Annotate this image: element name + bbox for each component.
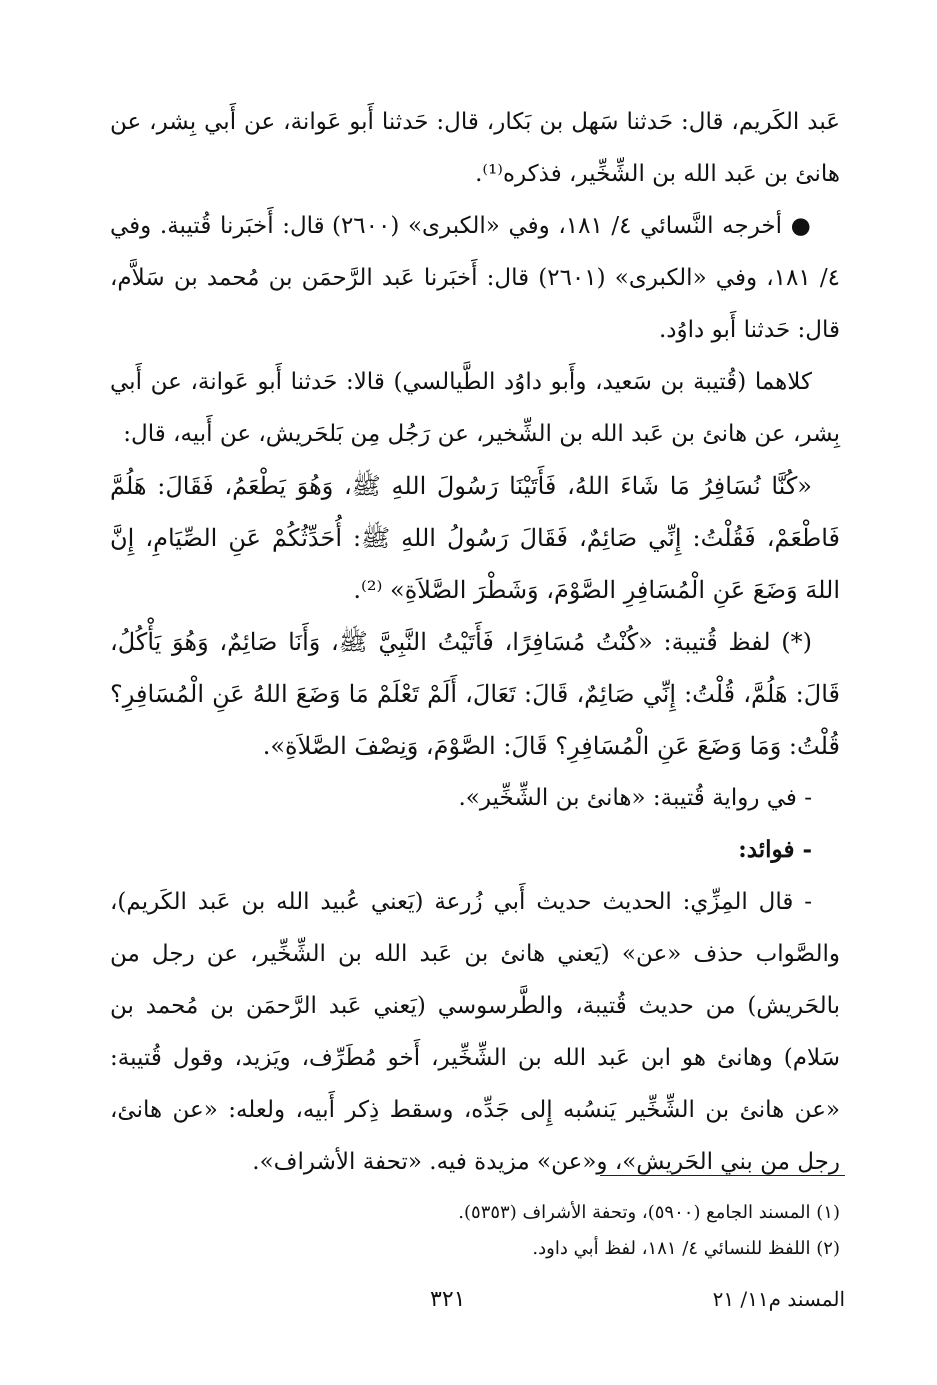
page-number: ٣٢١ <box>430 1287 466 1312</box>
paragraph-isnad-end: عَبد الكَريم، قال: حَدثنا سَهل بن بَكار، قال: حَدثنا أَبو عَوانة، عن أَبي بِشر، عن هانئ بن عَبد الله بن الشِّخِّير، فذكره⁽¹⁾. <box>110 109 840 187</box>
footnote-separator <box>600 1175 845 1176</box>
footnotes <box>110 1195 840 1267</box>
main-text <box>110 96 840 1188</box>
heading-benefits: - فوائد: <box>738 836 812 863</box>
paragraph-hadith-text: «كُنَّا نُسَافِرُ مَا شَاءَ اللهُ، فَأَتَيْنَا رَسُولَ اللهِ ﷺ، وَهُوَ يَطْعَمُ، فَقَالَ: هَلُمَّ فَاطْعَمْ، فَقُلْتُ: إِنِّي صَائِمٌ، فَقَالَ رَسُولُ اللهِ ﷺ: أُحَدِّثُكُمْ عَنِ الصِّيَامِ، إِنَّ اللهَ وَضَعَ عَنِ الْمُسَافِرِ الصَّوْمَ، وَشَطْرَ الصَّلاَةِ» ⁽²⁾. <box>110 472 840 604</box>
paragraph-takhrij: ● أخرجه النَّسائي ٤/ ١٨١، وفي «الكبرى» (٢٦٠٠) قال: أَخبَرنا قُتيبة. وفي ٤/ ١٨١، وفي «الكبرى» (٢٦٠١) قال: أَخبَرنا عَبد الرَّحمَن بن مُحمد بن سَلاَّم، قال: حَدثنا أَبو داوُد. <box>110 213 841 343</box>
paragraph-chain: كلاهما (قُتيبة بن سَعيد، وأَبو داوُد الطَّيالسي) قالا: حَدثنا أَبو عَوانة، عن أَبي بِشر، عن هانئ بن عَبد الله بن الشِّخير، عن رَجُل مِن بَلحَريش، عن أَبيه، قال: <box>110 369 840 447</box>
footnote-2: (٢) اللفظ للنسائي ٤/ ١٨١، لفظ أبي داود. <box>532 1238 840 1259</box>
page-footer <box>110 1287 845 1317</box>
paragraph-mizzi-note: - قال المِزِّي: الحديث حديث أَبي زُرعة (يَعني عُبيد الله بن عَبد الكَريم)، والصَّواب حذف «عن» (يَعني هانئ بن عَبد الله بن الشِّخِّير، عن رجل من بالحَريش) من حديث قُتيبة، والطَّرسوسي (يَعني عَبد الرَّحمَن بن مُحمد بن سَلام) وهانئ هو ابن عَبد الله بن الشِّخِّير، أَخو مُطَرِّف، ويَزيد، وقول قُتيبة: «عن هانئ بن الشِّخِّير يَنسُبه إِلى جَدِّه، وسقط ذِكر أَبيه، ولعله: «عن هانئ، رجل من بني الحَريش»، و«عن» مزيدة فيه. «تحفة الأشراف». <box>110 889 840 1175</box>
footnote-1: (١) المسند الجامع (٥٩٠٠)، وتحفة الأشراف (٥٣٥٣). <box>458 1202 840 1223</box>
paragraph-narration-note: - في رواية قُتيبة: «هانئ بن الشِّخِّير». <box>458 785 812 811</box>
volume-signature: المسند م١١/ ٢١ <box>712 1287 845 1311</box>
paragraph-qutaybah-wording: (*) لفظ قُتيبة: «كُنْتُ مُسَافِرًا، فَأَتَيْتُ النَّبِيَّ ﷺ، وَأَنَا صَائِمٌ، وَهُوَ يَأْكُلُ، قَالَ: هَلُمَّ، قُلْتُ: إِنِّي صَائِمٌ، قَالَ: تَعَالَ، أَلَمْ تَعْلَمْ مَا وَضَعَ اللهُ عَنِ الْمُسَافِرِ؟ قُلْتُ: وَمَا وَضَعَ عَنِ الْمُسَافِرِ؟ قَالَ: الصَّوْمَ، وَنِصْفَ الصَّلاَةِ». <box>110 628 840 760</box>
